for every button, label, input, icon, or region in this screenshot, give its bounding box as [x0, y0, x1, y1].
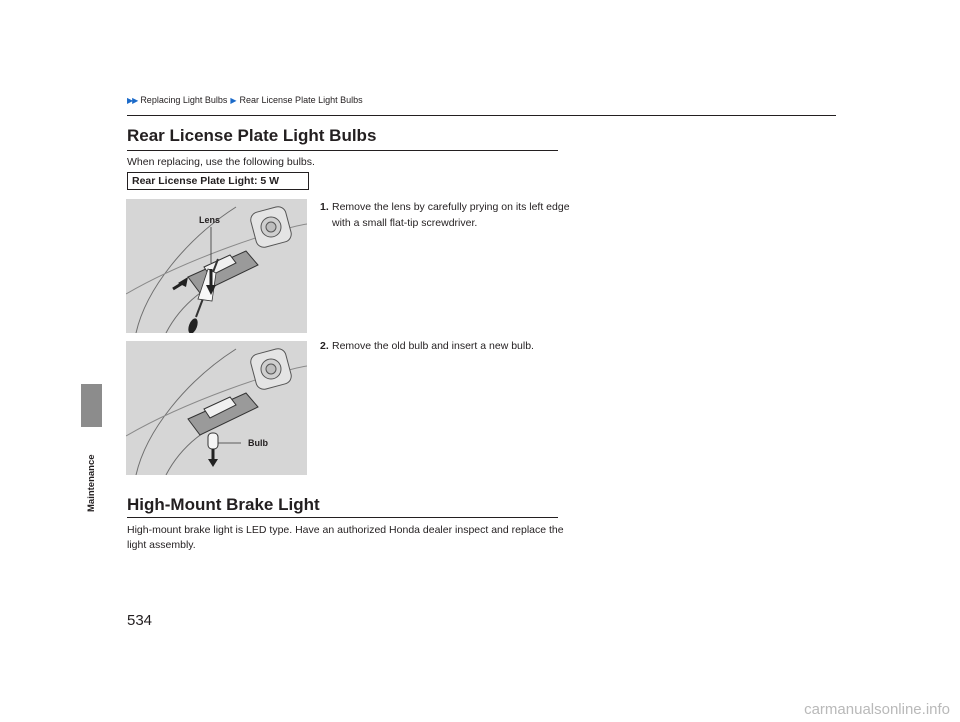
brake-light-body: High-mount brake light is LED type. Have an authorized Honda dealer inspect and replace the light assembly.: [127, 524, 564, 551]
breadcrumb: [127, 95, 363, 105]
step-2-text: Remove the old bulb and insert a new bulb.: [332, 340, 534, 352]
chapter-tab: [81, 384, 102, 427]
intro-text: When replacing, use the following bulbs.: [127, 156, 315, 168]
section-title-brake-light: High-Mount Brake Light: [127, 495, 320, 514]
step-1-number: 1.: [320, 201, 329, 213]
section-title-rule: [127, 150, 558, 151]
header-divider: [127, 115, 836, 116]
section-title-brake-light-rule: [127, 517, 558, 518]
bulb-callout-label: Bulb: [248, 438, 268, 448]
step-2: [320, 338, 572, 354]
step-1-text: Remove the lens by carefully prying on its left edge with a small flat-tip screwdriver.: [332, 201, 570, 229]
breadcrumb-arrow-icon: ▶▶: [127, 95, 138, 105]
lens-callout-label: Lens: [199, 215, 221, 225]
step-2-number: 2.: [320, 340, 329, 352]
lens-removal-illustration: [126, 199, 307, 333]
chapter-label: Maintenance: [86, 454, 97, 512]
breadcrumb-item-replacing-light-bulbs[interactable]: Replacing Light Bulbs: [140, 95, 228, 105]
bulb-spec-box: Rear License Plate Light: 5 W: [127, 172, 309, 190]
watermark: carmanualsonline.info: [804, 701, 950, 718]
step-1: [320, 199, 572, 231]
page-number: 534: [127, 612, 153, 629]
bulb-replacement-illustration: [126, 341, 307, 475]
breadcrumb-item-rear-license-plate[interactable]: Rear License Plate Light Bulbs: [239, 95, 363, 105]
breadcrumb-separator-icon: ▶: [230, 95, 237, 105]
section-title: Rear License Plate Light Bulbs: [127, 126, 377, 145]
